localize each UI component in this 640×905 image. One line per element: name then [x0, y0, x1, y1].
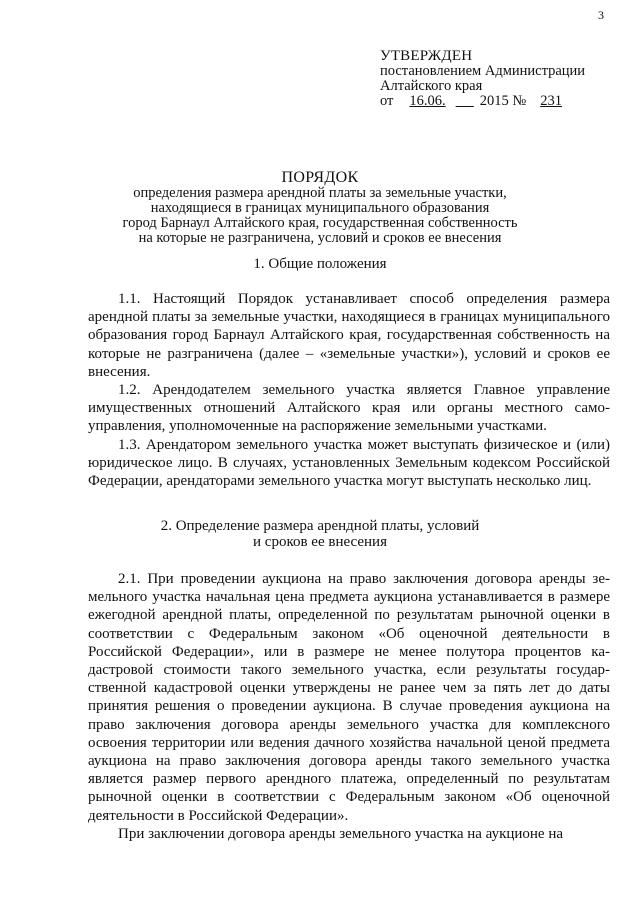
paragraph-1-3: 1.3. Арендатором земельного участка может выступать физическое и (или) юридическое лицо. В случаях, установленных Земельным кодексом Российской Федерации, арендаторами земельного участка могут выступать несколько лиц. [88, 436, 610, 490]
section-2-heading-line-1: 2. Определение размера арендной платы, условий [160, 518, 480, 534]
document-subtitle-line: город Барнаул Алтайского края, государственная собственность [122, 215, 518, 231]
approval-date-prefix: от [380, 93, 394, 109]
section-1-body [88, 290, 610, 490]
document-subtitle-line: определения размера арендной платы за земельные участки, [133, 185, 507, 201]
section-2-heading [100, 518, 540, 550]
approval-number: 231 [540, 93, 562, 109]
section-2-heading-line-2: и сроков ее внесения [253, 534, 387, 550]
section-1-heading: 1. Общие положения [253, 256, 387, 272]
document-title-block [100, 169, 540, 246]
page-number: 3 [598, 8, 604, 22]
document-subtitle-line: находящиеся в границах муниципального образования [150, 200, 490, 216]
document-title: ПОРЯДОК [281, 169, 359, 186]
approval-heading: УТВЕРЖДЕН [380, 48, 473, 64]
paragraph-2-1: 2.1. При проведении аукциона на право заключения договора аренды земельного участка начальная цена предмета аукциона устанавливается в размере ежегодной арендной платы, определенной по результатам рыночной оценки в соответствии с Федеральным законом «Об оценочной деятельности в Российской Федерации», или в размере не менее полутора процентов кадастровой стоимости такого земельного участка, если результаты государственной кадастровой оценки утверждены не ранее чем за пять лет до даты принятия решения о проведении аукциона. В случае проведения аукциона на право заключения договора аренды земельного участка для комплексного освоения территории или ведения дачного хозяйства начальной ценой предмета аукциона на право заключения договора аренды такого земельного участка является размер первого арендного платежа, определенный по результатам рыночной оценки в соответствии с Федеральным законом «Об оценочной деятельности в Российской Федерации». [88, 571, 610, 824]
approval-year: 2015 № [479, 93, 527, 109]
section-2-body [88, 570, 610, 843]
paragraph-2-continued: При заключении договора аренды земельного участка на аукционе на [118, 825, 564, 842]
approval-line-1: постановлением Администрации [380, 63, 586, 79]
paragraph-1-1: 1.1. Настоящий Порядок устанавливает способ определения размера арендной платы за земельные участки, находящиеся в границах муниципального образования город Барнаул Алтайского края, государственная собственность на которые не разграничена (далее – «земельные участки»), условий и сроков ее внесения. [88, 291, 610, 380]
approval-date: 16.06. [409, 93, 446, 109]
document-subtitle-line: на которые не разграничена, условий и сроков ее внесения [138, 230, 502, 246]
approval-line-2: Алтайского края [380, 78, 483, 94]
approval-stamp [380, 49, 620, 109]
paragraph-1-2: 1.2. Арендодателем земельного участка является Главное управление имущественных отношений Алтайского края или органы местного самоуправления, уполномоченные на распоряжение земельными участками. [88, 382, 610, 435]
approval-date-line [380, 94, 620, 109]
